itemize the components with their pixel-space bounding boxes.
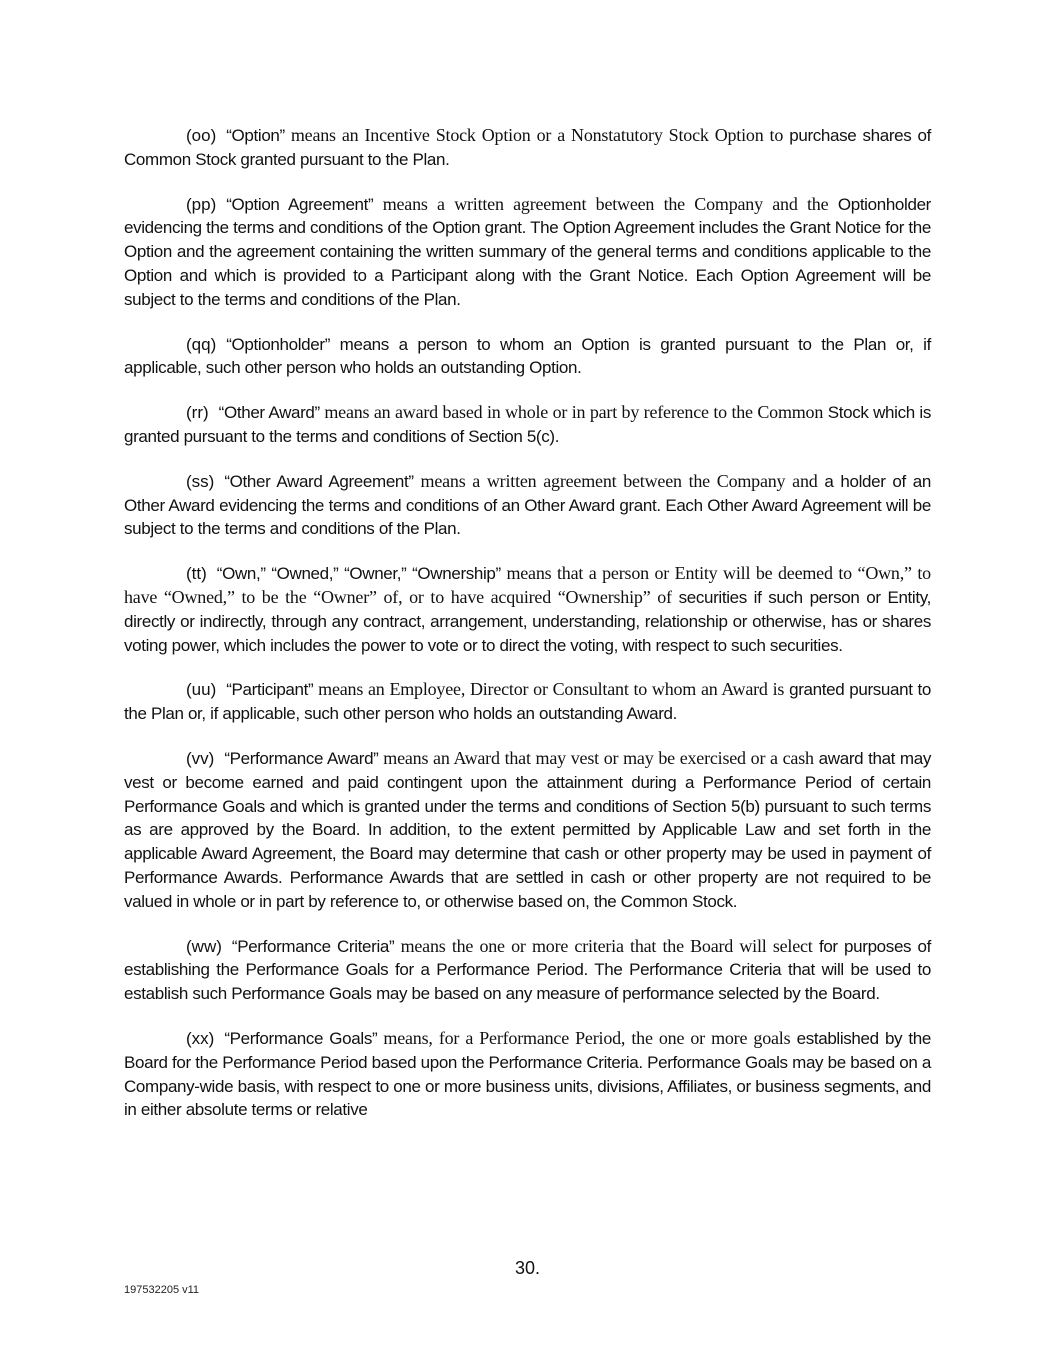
definition-label: (qq) (186, 334, 217, 354)
definition-text-serif: means an Employee, Director or Consultant to whom an Award is (313, 679, 785, 700)
document-body (124, 124, 931, 1143)
definition-label: (vv) (186, 748, 215, 768)
definition-oo (124, 124, 931, 172)
definition-label: (pp) (186, 194, 217, 214)
definition-label: (xx) (186, 1028, 215, 1048)
definition-label: (rr) (186, 403, 209, 423)
definition-text: Stock which is granted pursuant to the terms and conditions of Section 5(c). (124, 403, 932, 446)
definition-text: Optionholder evidencing the terms and conditions of the Option grant. The Option Agreement includes the Grant Notice for the Option and the agreement containing the written summary of the general terms and conditions applicable to the Option and which is provided to a Participant along with the Grant Notice. Each Option Agreement will be subject to the terms and conditions of the Plan. (124, 194, 931, 309)
definition-text: means a person to whom an Option is granted pursuant to the Plan or, if applicable, such other person who holds an outstanding Option. (124, 334, 931, 378)
page-number: 30. (514, 1258, 541, 1278)
definition-label: (uu) (186, 680, 217, 700)
defined-term: “Other Award Agreement” (224, 471, 414, 491)
definition-label: (tt) (186, 564, 207, 584)
definition-text-serif: means that a person or Entity will be deemed to “Own,” to have “Owned,” to be the “Owner” of, or to have acquired “Ownership” of (124, 563, 931, 607)
definition-text: securities if such person or Entity, directly or indirectly, through any contract, arrangement, understanding, relationship or otherwise, has or shares voting power, which includes the power to vote or to direct the voting, with respect to such securities. (124, 587, 931, 655)
definition-text: for purposes of establishing the Performance Goals for a Performance Period. The Performance Criteria that will be used to establish such Performance Goals may be based on any measure of performance selected by the Board. (124, 936, 932, 1004)
definition-tt (124, 562, 931, 657)
definition-text-serif: means a written agreement between the Company and (413, 470, 818, 491)
defined-term: “Optionholder” (226, 334, 331, 354)
definition-xx (124, 1027, 931, 1122)
definition-text: award that may vest or become earned and paid contingent upon the attainment during a Performance Period of certain Performance Goals and which is granted under the terms and conditions of Section 5(b) pursuant to such terms as are approved by the Board. In addition, to the extent permitted by Applicable Law and set forth in the applicable Award Agreement, the Board may determine that cash or other property may be used in payment of Performance Awards. Performance Awards that are settled in cash or other property are not required to be valued in whole or in part by reference to, or otherwise based on, the Common Stock. (124, 748, 931, 911)
definition-label: (oo) (186, 126, 217, 145)
definition-ww (124, 935, 931, 1006)
definition-pp (124, 193, 931, 312)
definition-uu (124, 678, 931, 726)
definition-text: established by the Board for the Performance Period based upon the Performance Criteria. Performance Goals may be based on a Company-wide basis, with respect to one or more business units, divisions, Affiliates, or business segments, and in either absolute terms or relative (124, 1028, 931, 1120)
definition-text-serif: means, for a Performance Period, the one or more goals (377, 1027, 791, 1048)
defined-term: “Participant” (226, 680, 314, 700)
definition-text-serif: means an Award that may vest or may be exercised or a cash (378, 747, 814, 768)
definition-text: a holder of an Other Award evidencing the terms and conditions of an Other Award grant. Each Other Award Agreement will be subject to the terms and conditions of the Plan. (124, 471, 931, 539)
defined-term: “Own,” “Owned,” “Owner,” “Ownership” (216, 564, 501, 584)
definition-rr (124, 401, 931, 449)
defined-term: “Option Agreement” (226, 194, 374, 214)
defined-term: “Performance Goals” (224, 1028, 378, 1048)
definition-vv (124, 747, 931, 914)
definition-text: granted pursuant to the Plan or, if applicable, such other person who holds an outstanding Award. (124, 680, 931, 724)
definition-text: purchase shares of Common Stock granted pursuant to the Plan. (124, 126, 931, 169)
definition-text-serif: means an Incentive Stock Option or a Nonstatutory Stock Option to (284, 125, 784, 145)
defined-term: “Performance Criteria” (231, 936, 395, 956)
definition-label: (ww) (186, 936, 222, 956)
definition-text-serif: means the one or more criteria that the Board will select (394, 935, 813, 956)
defined-term: “Option” (226, 126, 285, 145)
defined-term: “Performance Award” (224, 748, 379, 768)
definition-label: (ss) (186, 471, 215, 491)
definition-ss (124, 470, 931, 541)
defined-term: “Other Award” (218, 403, 320, 423)
definition-text-serif: means a written agreement between the Company and the (373, 193, 829, 214)
definition-qq (124, 333, 931, 381)
definition-text-serif: means an award based in whole or in part by reference to the Common (319, 402, 824, 423)
document-id: 197532205 v11 (124, 1284, 200, 1296)
